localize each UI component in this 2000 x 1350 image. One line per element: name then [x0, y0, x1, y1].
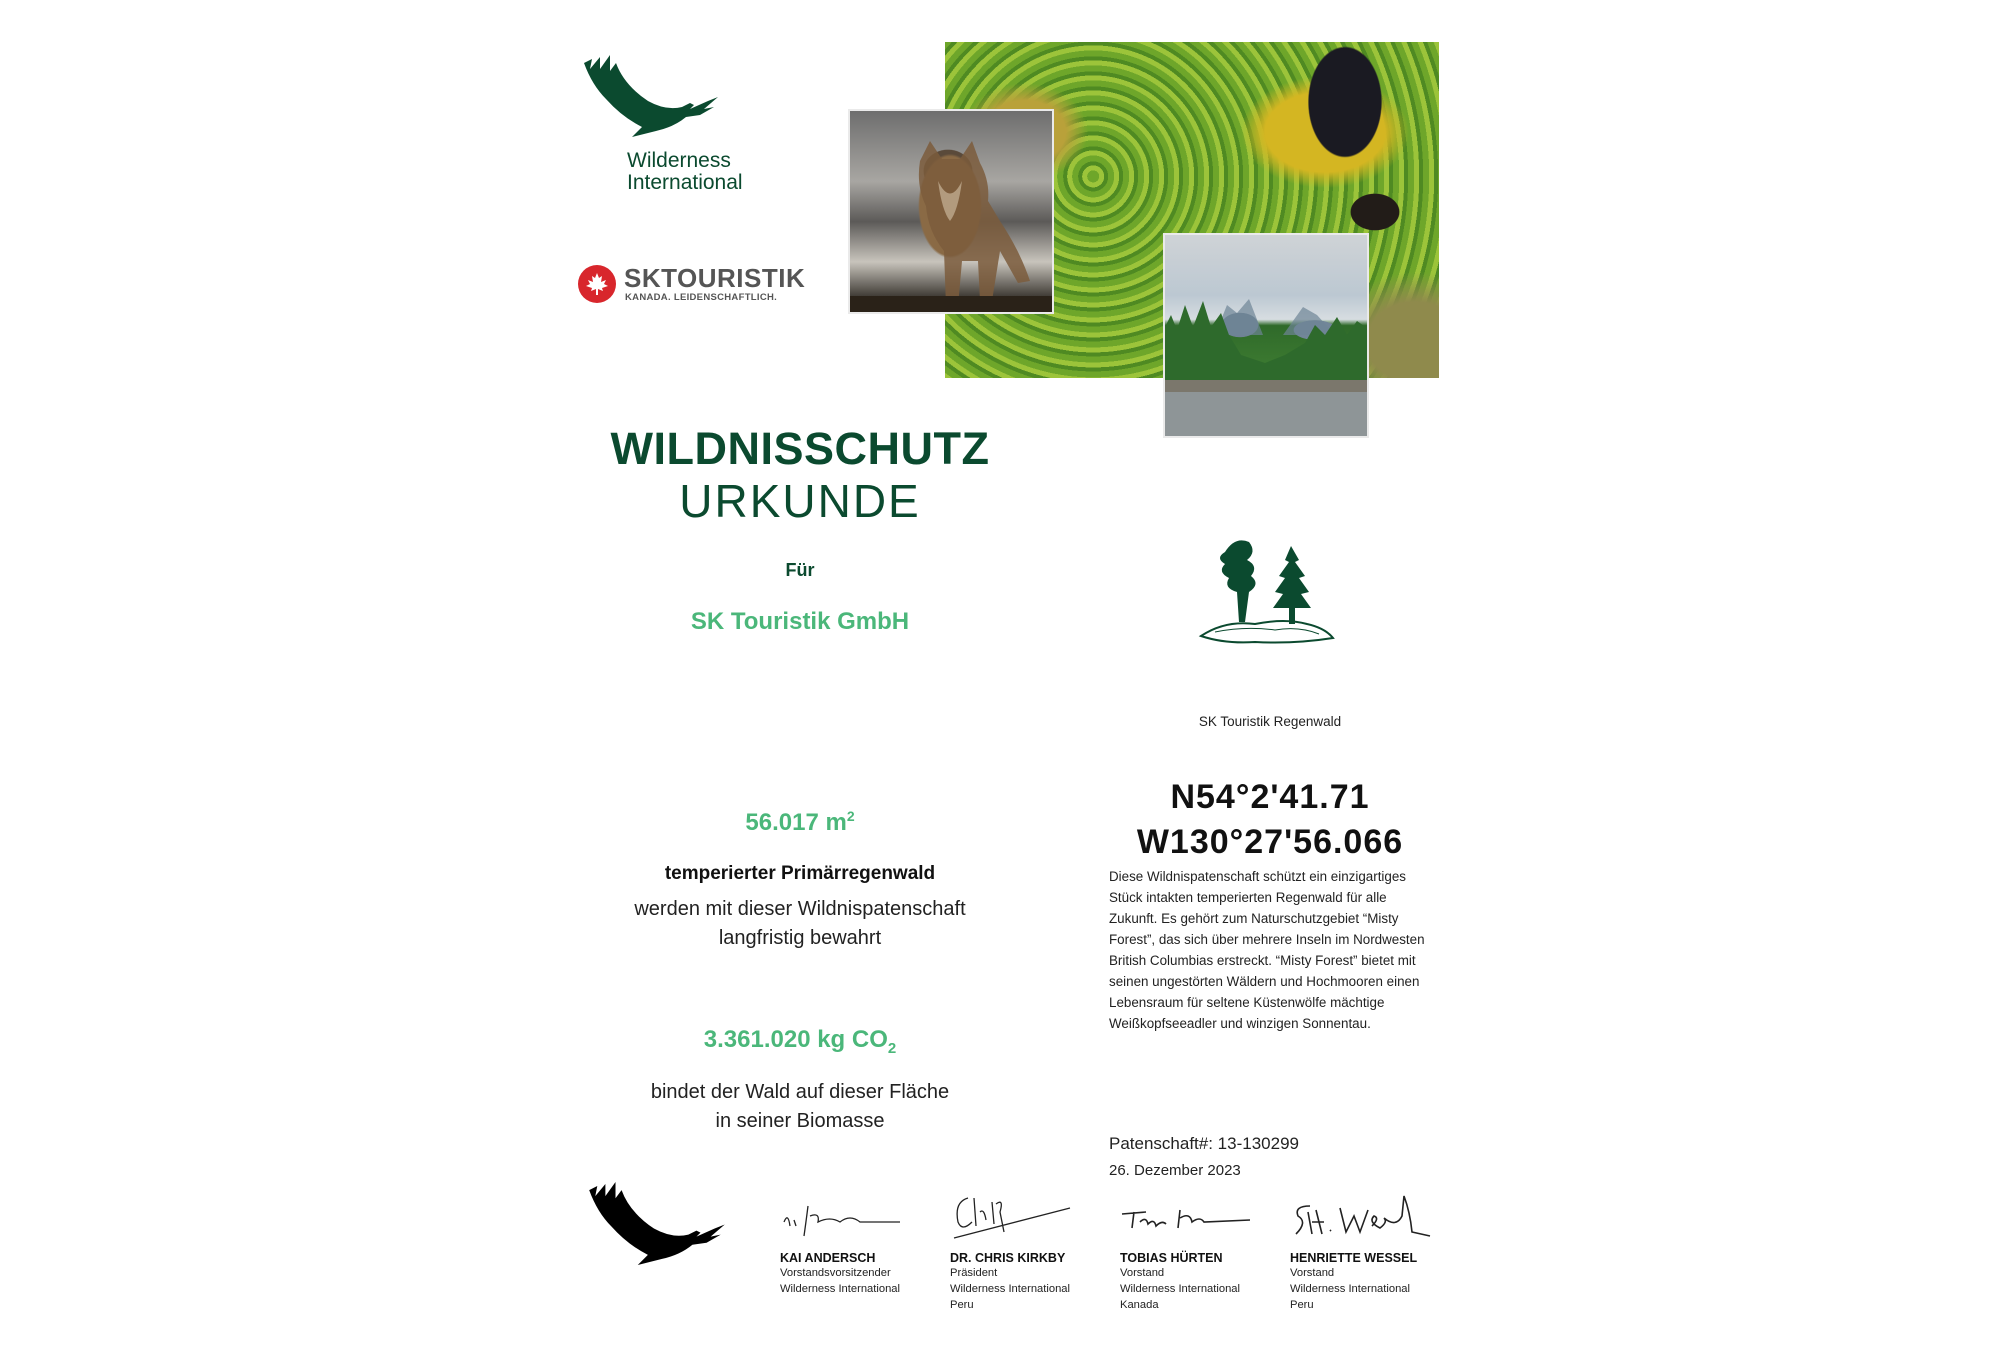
signatory-region: Peru [950, 1299, 974, 1311]
latitude: N54°2'41.71 [1170, 778, 1370, 816]
wordmark-line2: International [627, 171, 743, 194]
signature-icon [1120, 1192, 1270, 1240]
recipient-name: SK Touristik GmbH [690, 608, 910, 635]
signatory-role: Vorstandsvorsitzender [780, 1267, 891, 1279]
signature-icon [1290, 1192, 1440, 1240]
mountain-coast-photo [1163, 233, 1369, 438]
signatory-org: Wilderness International [1290, 1283, 1411, 1295]
co2-subscript: 2 [887, 1039, 897, 1057]
sponsorship-number: Patenschaft#: 13-130299 [1109, 1134, 1299, 1153]
signatory-chris-kirkby [950, 1192, 1120, 1313]
sktouristik-wordmark: SKTOURISTIK [624, 263, 806, 293]
preserved-line2: langfristig bewahrt [718, 927, 882, 949]
area-number: 56.017 m [745, 809, 847, 836]
forest-description: Diese Wildnispatenschaft schützt ein einzigartiges Stück intakten temperierten Regenwald für alle Zukunft. Es gehört zum Naturschutzgebiet “Misty Forest”, das sich über mehrere Inseln im Nordwesten British Columbias erstreckt. “Misty Forest” bietet mit seinen ungestörten Wäldern und Hochmooren einen Lebensraum für seltene Küstenwölfe mächtige Weißkopfseeadler und winzigen Sonnentau. [1109, 869, 1425, 1031]
wordmark-line1: Wilderness [627, 149, 731, 172]
biomass-line1: bindet der Wald auf dieser Fläche [650, 1081, 950, 1103]
certificate-title: WILDNISSCHUTZ [610, 423, 990, 474]
wilderness-international-logo [582, 55, 722, 140]
maple-leaf-icon [578, 265, 616, 303]
tree-island-icon [1195, 532, 1337, 648]
for-label: Für [785, 560, 815, 580]
signatory-org: Wilderness International [780, 1283, 901, 1295]
signatory-kai-andersch [780, 1192, 950, 1297]
signature-icon [780, 1192, 930, 1240]
footer-eagle-logo [586, 1182, 730, 1268]
signatory-role: Präsident [950, 1267, 998, 1279]
signatory-region: Peru [1290, 1299, 1314, 1311]
wolf-photo [848, 109, 1054, 314]
area-unit-superscript: 2 [846, 808, 855, 824]
protected-area-value [560, 808, 1040, 837]
co2-value [560, 1026, 1040, 1057]
preserved-line1: werden mit dieser Wildnispatenschaft [634, 898, 966, 920]
sktouristik-tagline: KANADA. LEIDENSCHAFTLICH. [625, 292, 778, 303]
signatory-name: KAI ANDERSCH [780, 1251, 876, 1265]
co2-number: 3.361.020 kg CO [703, 1026, 888, 1053]
wolf-silhouette-icon [850, 111, 1054, 314]
signatory-org: Wilderness International [1120, 1283, 1241, 1295]
signatory-name: DR. CHRIS KIRKBY [950, 1251, 1066, 1265]
eagle-icon [582, 55, 722, 140]
signatory-region: Kanada [1120, 1299, 1159, 1311]
forest-island-logo [1195, 532, 1337, 648]
signature-icon [950, 1192, 1100, 1240]
signatory-role: Vorstand [1120, 1267, 1165, 1279]
preserved-text [560, 895, 1040, 953]
certificate-subtitle: URKUNDE [679, 475, 921, 527]
forest-type: temperierter Primärregenwald [664, 863, 936, 884]
forest-name: SK Touristik Regenwald [1198, 714, 1342, 729]
signatory-tobias-huerten [1120, 1192, 1290, 1313]
certificate-date: 26. Dezember 2023 [1109, 1162, 1241, 1179]
signatory-name: HENRIETTE WESSEL [1290, 1251, 1418, 1265]
signatory-henriette-wessel [1290, 1192, 1460, 1313]
longitude: W130°27'56.066 [1136, 823, 1404, 861]
biomass-line2: in seiner Biomasse [715, 1110, 885, 1132]
biomass-text [560, 1078, 1040, 1136]
signatory-org: Wilderness International [950, 1283, 1071, 1295]
coordinates [1100, 775, 1440, 865]
signatory-role: Vorstand [1290, 1267, 1335, 1279]
signatory-name: TOBIAS HÜRTEN [1120, 1251, 1223, 1265]
eagle-icon [586, 1182, 730, 1268]
wilderness-international-wordmark [627, 150, 743, 194]
trees-silhouette-icon [1165, 235, 1369, 438]
